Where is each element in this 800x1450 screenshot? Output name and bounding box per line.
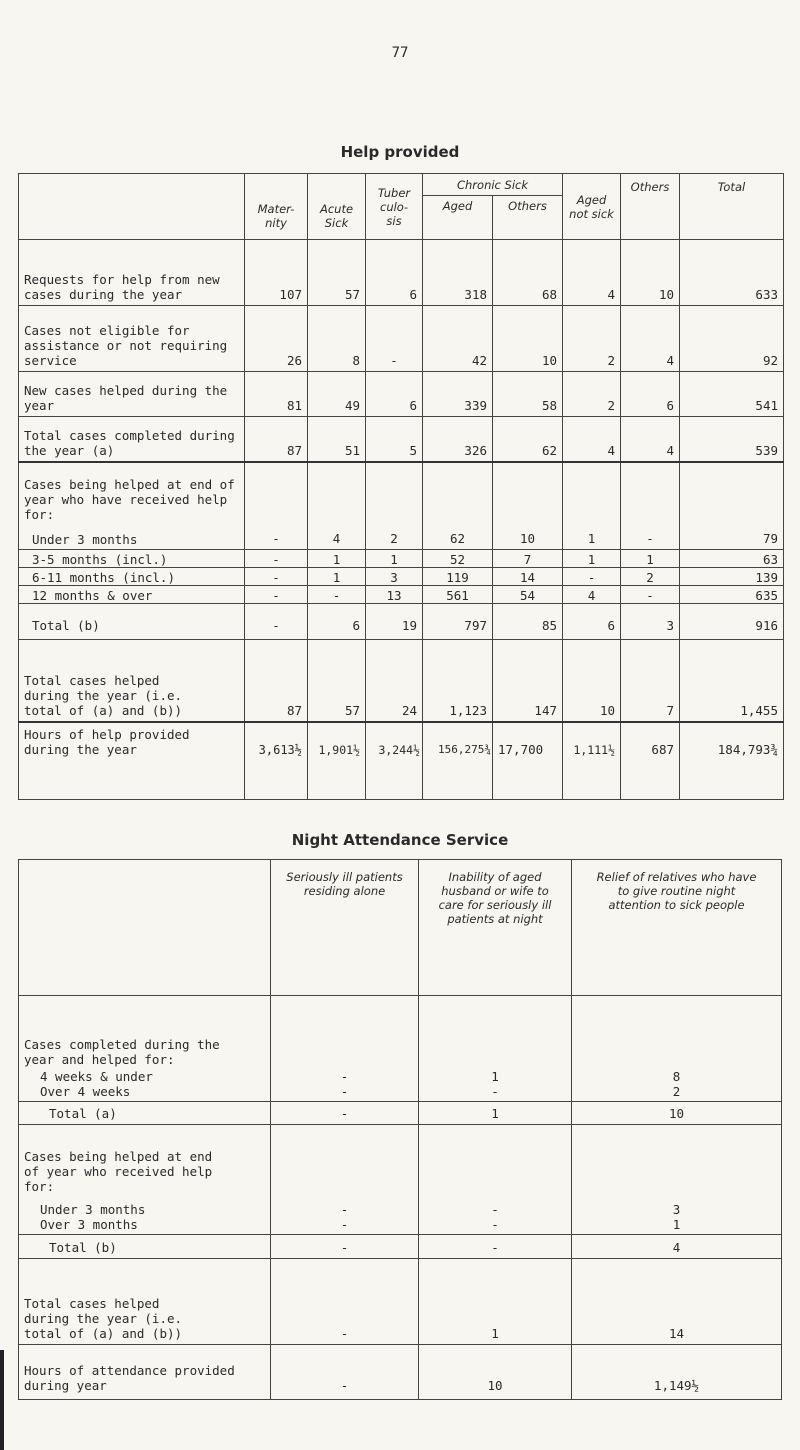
cell: 92	[680, 306, 784, 372]
table-row	[19, 372, 784, 417]
cell: 3	[366, 568, 423, 586]
completed-label: Cases completed during the year and helped for:	[24, 1037, 220, 1067]
cell: 57	[308, 640, 366, 722]
cell: 119	[423, 568, 493, 586]
cell: 68	[493, 240, 563, 306]
cell: 561	[423, 586, 493, 604]
table-row	[19, 462, 784, 550]
table-row	[19, 1102, 782, 1125]
row-label: Hours of help provided during the year	[19, 722, 245, 800]
cell: 1	[419, 1259, 572, 1345]
cell: 541	[680, 372, 784, 417]
table-row	[19, 604, 784, 640]
row-label: 12 months & over	[19, 586, 245, 604]
help-provided-table	[18, 173, 784, 800]
help-provided-title: Help provided	[340, 143, 460, 161]
sub-label: 4 weeks & under	[40, 1069, 153, 1084]
cell: 139	[680, 568, 784, 586]
cell: 19	[366, 604, 423, 640]
cell: 63	[680, 550, 784, 568]
cell: 10	[621, 240, 680, 306]
cell: 57	[308, 240, 366, 306]
header-chronic-others: Others	[493, 196, 563, 240]
cell-value: 3	[672, 1202, 681, 1217]
cell: -	[245, 604, 308, 640]
cell: 339	[423, 372, 493, 417]
cell: -	[621, 586, 680, 604]
header-chronic-sick: Chronic Sick	[423, 174, 563, 196]
cell-value: -	[340, 1084, 349, 1099]
cell: 10	[419, 1345, 572, 1400]
header-aged-not-sick: Aged not sick	[563, 174, 621, 240]
cell: 6	[563, 604, 621, 640]
cell: -	[271, 1102, 419, 1125]
cell: 1,455	[680, 640, 784, 722]
cell: 14	[572, 1259, 782, 1345]
row-label: Total (a)	[19, 1102, 271, 1125]
table-row	[19, 550, 784, 568]
cell: 42	[423, 306, 493, 372]
cell: 4	[308, 462, 366, 550]
cell: 4	[563, 417, 621, 462]
cell: 10	[493, 306, 563, 372]
table-row	[19, 1259, 782, 1345]
duration-label: Under 3 months	[32, 532, 138, 547]
cell-value: -	[340, 1069, 349, 1084]
sub-label: Over 3 months	[40, 1217, 138, 1232]
cell: 2	[563, 372, 621, 417]
cell	[572, 1125, 782, 1235]
cell: 6	[308, 604, 366, 640]
cell: 1	[366, 550, 423, 568]
cell: 6	[366, 240, 423, 306]
table-row	[19, 1235, 782, 1259]
cell: -	[419, 1235, 572, 1259]
page-edge-shadow	[0, 1350, 4, 1450]
cell: 1,111½	[563, 722, 621, 800]
cell: 4	[621, 417, 680, 462]
row-label: Requests for help from new cases during the year	[19, 240, 245, 306]
cell: 2	[563, 306, 621, 372]
cell: -	[245, 586, 308, 604]
cell: -	[308, 586, 366, 604]
row-label: Total cases completed during the year (a)	[19, 417, 245, 462]
cell: 7	[621, 640, 680, 722]
sub-label: Under 3 months	[40, 1202, 146, 1217]
cell: 10	[563, 640, 621, 722]
cell: 635	[680, 586, 784, 604]
header-others: Others	[621, 174, 680, 240]
cell: 916	[680, 604, 784, 640]
cell: 4	[621, 306, 680, 372]
table-row	[19, 996, 782, 1102]
cell	[419, 996, 572, 1102]
cell-value: -	[491, 1084, 499, 1099]
cell: 107	[245, 240, 308, 306]
header-relief-relatives: Relief of relatives who have to give routine night attention to sick people	[572, 860, 782, 996]
cell: 2	[621, 568, 680, 586]
row-label: Total (b)	[19, 1235, 271, 1259]
cell	[419, 1125, 572, 1235]
cell-value: 2	[672, 1084, 681, 1099]
cell: 87	[245, 417, 308, 462]
cell: 58	[493, 372, 563, 417]
cell	[271, 1125, 419, 1235]
header-chronic-aged: Aged	[423, 196, 493, 240]
cell: 7	[493, 550, 563, 568]
header-tuberculosis: Tuber culo- sis	[366, 174, 423, 240]
row-label: 6-11 months (incl.)	[19, 568, 245, 586]
header-total: Total	[680, 174, 784, 240]
cell: -	[271, 1259, 419, 1345]
cell: 318	[423, 240, 493, 306]
cell: 1	[563, 462, 621, 550]
cell: 3,244½	[366, 722, 423, 800]
night-attendance-table	[18, 859, 782, 1400]
cell: 1	[308, 568, 366, 586]
cell: 1,901½	[308, 722, 366, 800]
cell: 26	[245, 306, 308, 372]
cell: 17,700	[493, 722, 563, 800]
cell: 3,613½	[245, 722, 308, 800]
cell: 687	[621, 722, 680, 800]
table-row	[19, 568, 784, 586]
header-maternity: Mater- nity	[245, 174, 308, 240]
row-header-blank	[19, 174, 245, 240]
cell: 3	[621, 604, 680, 640]
header-acute-sick: Acute Sick	[308, 174, 366, 240]
cell: 13	[366, 586, 423, 604]
cell: 1	[563, 550, 621, 568]
table-row	[19, 417, 784, 462]
row-label: Cases not eligible for assistance or not requiring service	[19, 306, 245, 372]
table-row	[19, 586, 784, 604]
cell: 62	[423, 462, 493, 550]
cell: 1	[308, 550, 366, 568]
cell: 8	[308, 306, 366, 372]
being-helped-label: Cases being helped at end of year who have received help for:	[24, 477, 235, 522]
cell: 147	[493, 640, 563, 722]
cell: -	[271, 1235, 419, 1259]
sub-label: Over 4 weeks	[40, 1084, 131, 1099]
cell: 14	[493, 568, 563, 586]
row-label	[19, 996, 271, 1102]
cell: 797	[423, 604, 493, 640]
cell: 62	[493, 417, 563, 462]
cell-value: -	[491, 1217, 499, 1232]
cell-value: 8	[672, 1069, 681, 1084]
cell-value: 1	[672, 1217, 681, 1232]
cell: -	[245, 462, 308, 550]
cell: 6	[366, 372, 423, 417]
cell: 4	[563, 240, 621, 306]
cell: 326	[423, 417, 493, 462]
header-seriously-ill: Seriously ill patients residing alone	[271, 860, 419, 996]
cell: 4	[572, 1235, 782, 1259]
page-number: 77	[391, 45, 409, 61]
cell: 10	[493, 462, 563, 550]
table-row	[19, 306, 784, 372]
cell-value: 1	[491, 1069, 499, 1084]
row-header-blank	[19, 860, 271, 996]
cell: 52	[423, 550, 493, 568]
cell	[572, 996, 782, 1102]
row-label: 3-5 months (incl.)	[19, 550, 245, 568]
cell: -	[271, 1345, 419, 1400]
row-label	[19, 462, 245, 550]
table-row	[19, 240, 784, 306]
cell: 184,793¾	[680, 722, 784, 800]
cell: 51	[308, 417, 366, 462]
cell: -	[366, 306, 423, 372]
header-inability-aged: Inability of aged husband or wife to care for seriously ill patients at night	[419, 860, 572, 996]
row-label: New cases helped during the year	[19, 372, 245, 417]
cell: 1,123	[423, 640, 493, 722]
row-label: Total cases helped during the year (i.e. total of (a) and (b))	[19, 640, 245, 722]
night-attendance-title: Night Attendance Service	[291, 831, 509, 849]
row-label	[19, 1125, 271, 1235]
row-label: Total cases helped during the year (i.e. total of (a) and (b))	[19, 1259, 271, 1345]
cell-value: -	[340, 1202, 349, 1217]
table-row	[19, 1125, 782, 1235]
cell: 79	[680, 462, 784, 550]
cell: 24	[366, 640, 423, 722]
cell: -	[563, 568, 621, 586]
cell: 85	[493, 604, 563, 640]
cell: 633	[680, 240, 784, 306]
cell: 156,275¾	[423, 722, 493, 800]
table-row	[19, 1345, 782, 1400]
cell	[271, 996, 419, 1102]
cell: 49	[308, 372, 366, 417]
cell: 54	[493, 586, 563, 604]
cell: 4	[563, 586, 621, 604]
cell-value: -	[491, 1202, 499, 1217]
cell: 81	[245, 372, 308, 417]
cell: 1	[621, 550, 680, 568]
cell-value: -	[340, 1217, 349, 1232]
cell: 5	[366, 417, 423, 462]
table-row	[19, 722, 784, 800]
row-label: Hours of attendance provided during year	[19, 1345, 271, 1400]
cell: -	[245, 550, 308, 568]
row-label: Total (b)	[19, 604, 245, 640]
being-helped-label: Cases being helped at end of year who received help for:	[24, 1149, 213, 1194]
cell: 2	[366, 462, 423, 550]
cell: 10	[572, 1102, 782, 1125]
cell: -	[621, 462, 680, 550]
table-row	[19, 640, 784, 722]
cell: 1,149½	[572, 1345, 782, 1400]
cell: -	[245, 568, 308, 586]
cell: 539	[680, 417, 784, 462]
cell: 6	[621, 372, 680, 417]
cell: 1	[419, 1102, 572, 1125]
cell: 87	[245, 640, 308, 722]
